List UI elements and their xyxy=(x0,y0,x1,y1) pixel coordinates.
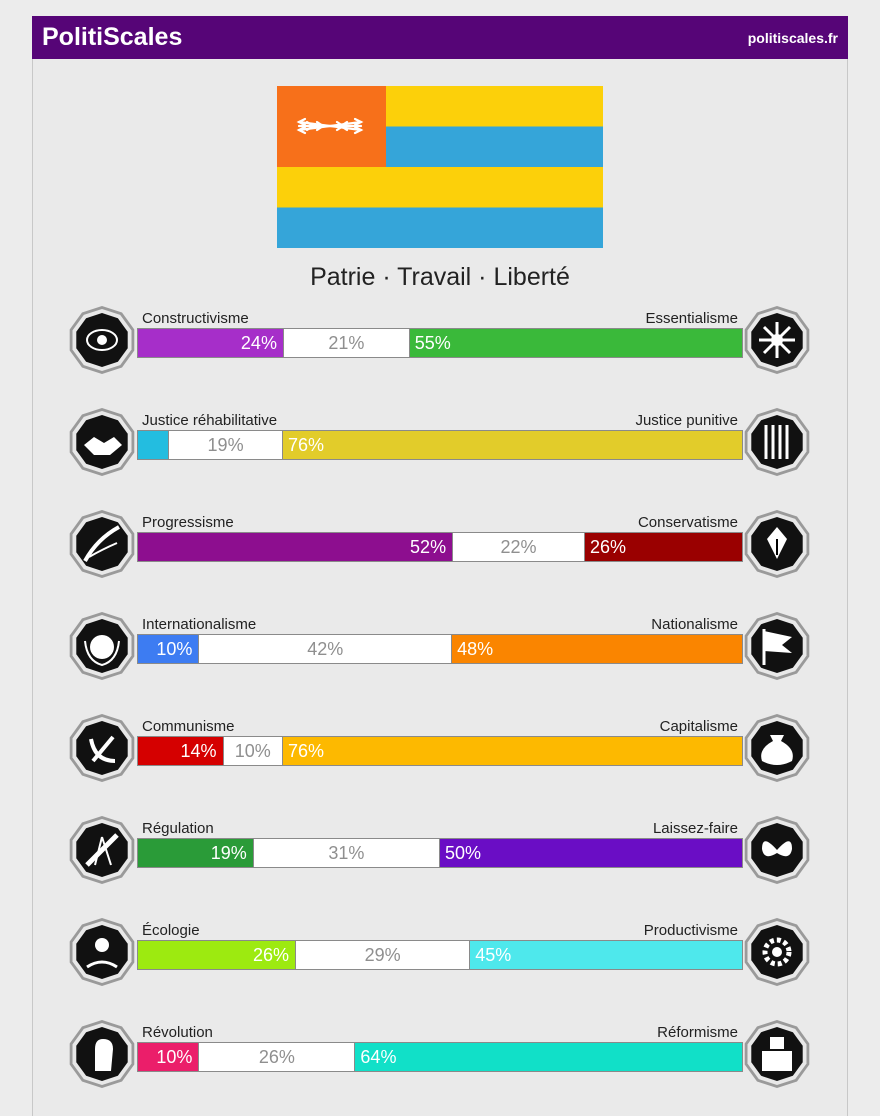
money-bag-icon xyxy=(742,713,812,783)
axis-right-segment: 64% xyxy=(355,1043,742,1071)
axis-right-segment: 50% xyxy=(440,839,742,867)
axis-right-segment: 55% xyxy=(410,329,742,357)
axis-row xyxy=(0,922,880,1012)
axis-bar xyxy=(137,1042,743,1072)
axis-bar xyxy=(137,940,743,970)
axis-right-label: Essentialisme xyxy=(645,310,738,327)
header-bar xyxy=(32,16,848,59)
axis-neutral-segment: 22% xyxy=(452,533,585,561)
comet-icon xyxy=(67,509,137,579)
eye-icon xyxy=(67,305,137,375)
flag-stripe-yellow-2 xyxy=(277,167,603,208)
brand-title[interactable]: PolitiScales xyxy=(42,23,183,51)
raised-fist-icon xyxy=(67,1019,137,1089)
axis-left-label: Communisme xyxy=(142,718,235,735)
axis-neutral-segment: 19% xyxy=(168,431,283,459)
axis-right-label: Nationalisme xyxy=(651,616,738,633)
axis-right-label: Réformisme xyxy=(657,1024,738,1041)
axis-row xyxy=(0,412,880,502)
axis-neutral-segment: 26% xyxy=(198,1043,355,1071)
axis-neutral-segment: 29% xyxy=(295,941,470,969)
axis-left-label: Régulation xyxy=(142,820,214,837)
globe-laurel-icon xyxy=(67,611,137,681)
axis-row xyxy=(0,820,880,910)
butterfly-icon xyxy=(742,815,812,885)
axis-left-label: Écologie xyxy=(142,922,200,939)
axis-bar xyxy=(137,430,743,460)
ink-pen-icon xyxy=(742,509,812,579)
axis-neutral-segment: 31% xyxy=(253,839,440,867)
ruler-compass-icon xyxy=(67,815,137,885)
motto: Patrie · Travail · Liberté xyxy=(310,263,570,291)
axis-right-label: Capitalisme xyxy=(659,718,738,735)
gear-icon xyxy=(742,917,812,987)
sprout-sun-icon xyxy=(67,917,137,987)
axis-bar xyxy=(137,634,743,664)
axis-row xyxy=(0,718,880,808)
axis-left-segment: 52% xyxy=(138,533,452,561)
site-link[interactable]: politiscales.fr xyxy=(747,30,838,46)
axis-neutral-segment: 21% xyxy=(283,329,410,357)
axis-left-label: Internationalisme xyxy=(142,616,257,633)
hammer-sickle-icon xyxy=(67,713,137,783)
result-flag xyxy=(277,86,603,248)
handshake-icon xyxy=(67,407,137,477)
axis-row xyxy=(0,616,880,706)
axis-right-label: Conservatisme xyxy=(637,514,738,531)
ballot-box-icon xyxy=(742,1019,812,1089)
axis-left-label: Progressisme xyxy=(142,514,234,531)
axis-left-segment: 19% xyxy=(138,839,253,867)
axis-left-segment: 10% xyxy=(138,1043,198,1071)
axis-left-label: Constructivisme xyxy=(142,310,249,327)
axis-left-segment: 14% xyxy=(138,737,223,765)
flower-icon xyxy=(742,305,812,375)
axis-right-segment: 76% xyxy=(283,431,742,459)
axis-left-label: Justice réhabilitative xyxy=(142,412,278,429)
axis-right-label: Laissez-faire xyxy=(652,820,738,837)
axis-right-label: Productivisme xyxy=(643,922,738,939)
axis-left-segment: 24% xyxy=(138,329,283,357)
prison-bars-icon xyxy=(742,407,812,477)
axis-bar xyxy=(137,328,743,358)
axis-left-segment xyxy=(138,431,168,459)
axis-left-label: Révolution xyxy=(142,1024,213,1041)
axis-right-segment: 48% xyxy=(452,635,742,663)
axis-row xyxy=(0,1024,880,1114)
axis-neutral-segment: 10% xyxy=(223,737,283,765)
axis-right-segment: 45% xyxy=(470,941,742,969)
axis-row xyxy=(0,310,880,400)
axis-right-segment: 26% xyxy=(585,533,742,561)
axis-neutral-segment: 42% xyxy=(198,635,452,663)
flag-icon xyxy=(742,611,812,681)
axis-bar xyxy=(137,736,743,766)
axis-bar xyxy=(137,838,743,868)
axis-right-label: Justice punitive xyxy=(635,412,738,429)
axis-bar xyxy=(137,532,743,562)
flag-stripe-blue-2 xyxy=(277,208,603,249)
axis-row xyxy=(0,514,880,604)
axis-right-segment: 76% xyxy=(283,737,742,765)
axis-left-segment: 10% xyxy=(138,635,198,663)
axis-left-segment: 26% xyxy=(138,941,295,969)
